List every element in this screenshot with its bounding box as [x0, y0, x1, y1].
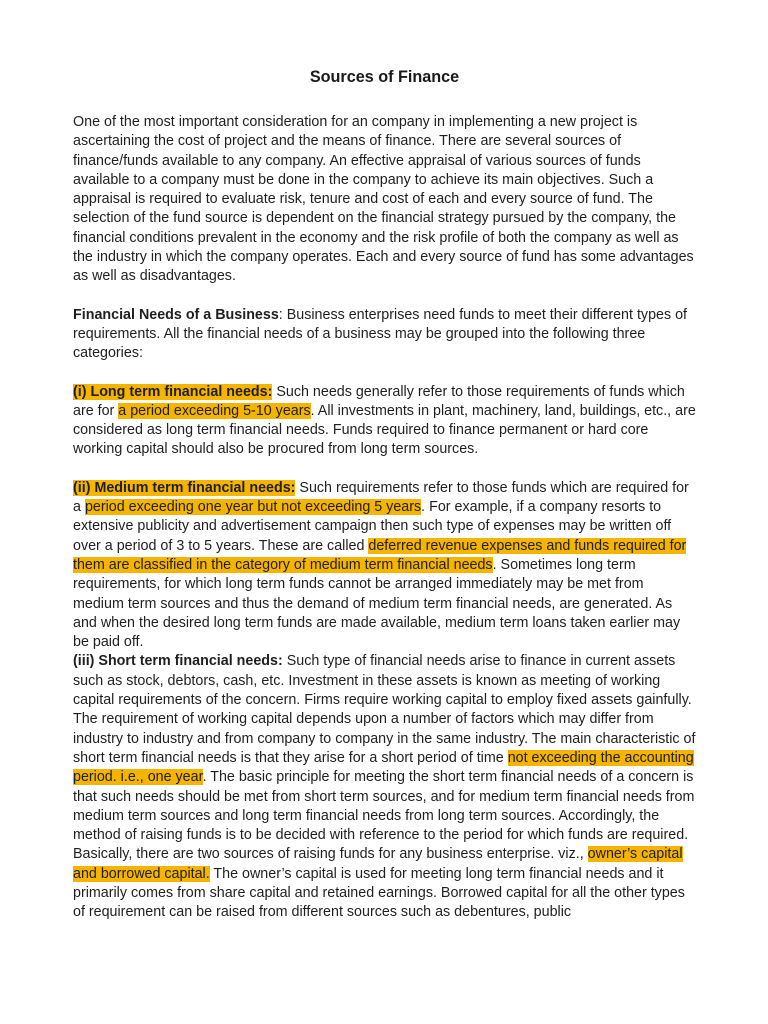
paragraph-spacer	[73, 287, 696, 306]
intro-paragraph: One of the most important consideration for an company in implementing a new project is ascertaining the cost of project and the means of finance. There are several sources of finance/funds available to any company. An effective appraisal of various sources of funds available to a company must be done in the company to achieve its main objectives. Such a appraisal is required to evaluate risk, tenure and cost of each and every source of fund. The selection of the fund source is dependent on the financial strategy pursued by the company, the financial conditions prevalent in the economy and the risk profile of both the company as well as the industry in which the company operates. Each and every source of fund has some advantages as well as disadvantages.	[73, 114, 694, 285]
paragraph-spacer	[73, 460, 696, 479]
medium-term-highlight-deferred: deferred revenue expenses and funds required for them are classified in the category of medium term financial needs	[73, 537, 687, 573]
long-term-heading: (i) Long term financial needs:	[73, 383, 273, 400]
long-term-text: Such needs generally refer to those requirements of funds which are for	[73, 383, 685, 419]
long-term-text-continued: . All investments in plant, machinery, land, buildings, etc., are considered as long term financial needs. Funds required to finance permanent or hard core working capital should also be procured from long term sources.	[73, 402, 696, 458]
short-term-highlight-period: not exceeding the accounting period. i.e., one year	[73, 749, 694, 786]
medium-term-text-end: . Sometimes long term requirements, for which long term funds cannot be arranged immediately may be met from medium term sources and thus the demand of medium term financial needs, are generated. As and when the desired long term funds are made available, medium term loans taken earlier may be paid off.	[73, 556, 681, 651]
long-term-highlight: a period exceeding 5-10 years	[118, 402, 311, 419]
short-term-text-continued: . The basic principle for meeting the short term financial needs of a concern is that such needs should be met from short term sources, and for medium term financial needs from medium term sources and long term financial needs from long term sources. Accordingly, the method of raising funds is to be decided with reference to the period for which funds are required. Basically, there are two sources of raising funds for any business enterprise. viz.,	[73, 769, 695, 863]
short-term-highlight-capital: owner’s capital and borrowed capital.	[73, 846, 683, 882]
medium-term-text-continued: . For example, if a company resorts to extensive publicity and advertisement campaign then such type of expenses may be written off over a period of 3 to 5 years. These are called	[73, 499, 672, 554]
short-term-text: Such type of financial needs arise to finance in current assets such as stock, debtors, cash, etc. Investment in these assets is known as meeting of working capital requirements of the concern. Firms require working capital to employ fixed assets gainfully. The requirement of working capital depends upon a number of factors which may differ from industry to industry and from company to company in the same industry. The main characteristic of short term financial needs is that they arise for a short period of time	[73, 653, 696, 766]
medium-term-heading: (ii) Medium term financial needs:	[73, 479, 296, 496]
financial-needs-paragraph	[73, 306, 696, 364]
paragraph-spacer	[73, 364, 696, 383]
short-term-paragraph	[73, 652, 696, 922]
financial-needs-heading: Financial Needs of a Business	[73, 306, 279, 323]
short-term-heading: (iii) Short term financial needs:	[73, 653, 283, 670]
medium-term-text: Such requirements refer to those funds which are required for a	[73, 479, 689, 516]
long-term-paragraph	[73, 383, 696, 460]
short-term-text-end: The owner’s capital is used for meeting long term financial needs and it primarily comes from share capital and retained earnings. Borrowed capital for all the other types of requirement can be raised from different sources such as debentures, public	[73, 865, 685, 921]
medium-term-paragraph	[73, 479, 696, 653]
medium-term-highlight-period: period exceeding one year but not exceeding 5 years	[84, 499, 422, 516]
page-title: Sources of Finance	[309, 68, 460, 86]
financial-needs-text: : Business enterprises need funds to meet their different types of requirements. All the financial needs of a business may be grouped into the following three categories:	[73, 306, 688, 362]
